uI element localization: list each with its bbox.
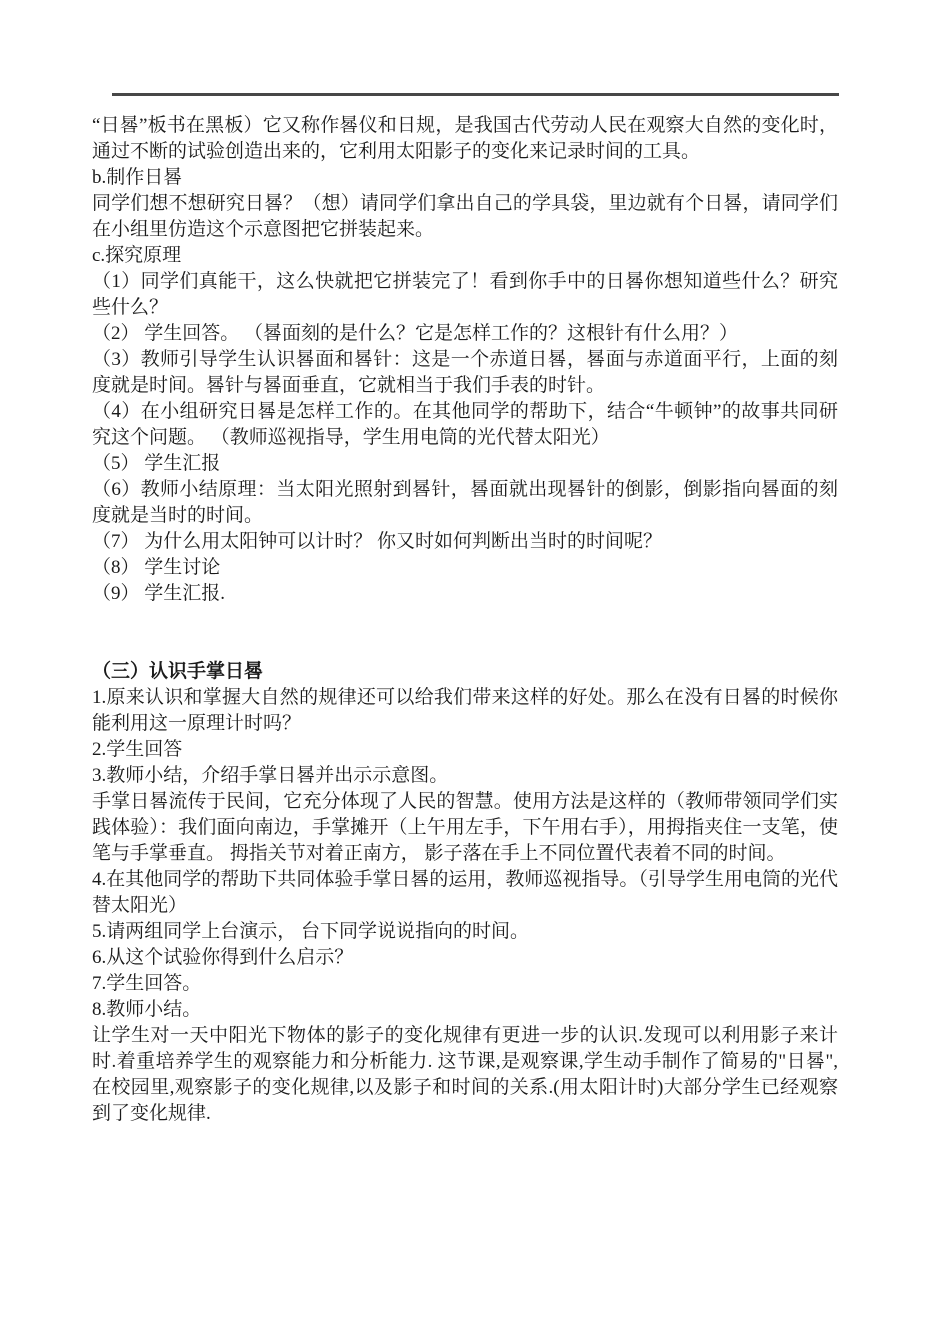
paragraph: 手掌日晷流传于民间，它充分体现了人民的智慧。使用方法是这样的（教师带领同学们实践体验）：我们面向南边，手掌摊开（上午用左手，下午用右手），用拇指夹住一支笔，使笔与手掌垂直。 拇指关节对着正南方， 影子落在手上不同位置代表着不同的时间。	[92, 791, 838, 864]
paragraph: （2） 学生回答。 （晷面刻的是什么？它是怎样工作的？这根针有什么用？）	[92, 323, 739, 344]
paragraph: （8） 学生讨论	[92, 557, 221, 578]
paragraph: 5.请两组同学上台演示， 台下同学说说指向的时间。	[92, 921, 530, 942]
paragraph: 3.教师小结，介绍手掌日晷并出示示意图。	[92, 765, 449, 786]
paragraph: （5） 学生汇报	[92, 453, 221, 474]
paragraph: 让学生对一天中阳光下物体的影子的变化规律有更进一步的认识.发现可以利用影子来计时.着重培养学生的观察能力和分析能力. 这节课,是观察课,学生动手制作了简易的"日晷",在校园里,观察影子的变化规律,以及影子和时间的关系.(用太阳计时)大部分学生已经观察到了变化规律.	[92, 1025, 838, 1124]
paragraph: c.探究原理	[92, 245, 182, 266]
paragraph: 6.从这个试验你得到什么启示？	[92, 947, 354, 968]
section-heading: （三）认识手掌日晷	[92, 661, 264, 682]
paragraph: 8.教师小结。	[92, 999, 202, 1020]
header-rule	[112, 93, 839, 96]
paragraph: 7.学生回答。	[92, 973, 202, 994]
paragraph: （7） 为什么用太阳钟可以计时？ 你又时如何判断出当时的时间呢？	[92, 531, 663, 552]
paragraph: （9） 学生汇报.	[92, 583, 226, 604]
paragraph: 1.原来认识和掌握大自然的规律还可以给我们带来这样的好处。那么在没有日晷的时候你能利用这一原理计时吗？	[92, 687, 838, 734]
paragraph: （3）教师引导学生认识晷面和晷针：这是一个赤道日晷，晷面与赤道面平行，上面的刻度就是时间。晷针与晷面垂直，它就相当于我们手表的时针。	[92, 349, 838, 396]
paragraph: b.制作日晷	[92, 167, 183, 188]
document-body	[92, 113, 838, 1127]
paragraph: （6）教师小结原理：当太阳光照射到晷针，晷面就出现晷针的倒影，倒影指向晷面的刻度就是当时的时间。	[92, 479, 838, 526]
paragraph: （1）同学们真能干，这么快就把它拼装完了！看到你手中的日晷你想知道些什么？研究些什么？	[92, 271, 838, 318]
paragraph: 2.学生回答	[92, 739, 183, 760]
paragraph: 4.在其他同学的帮助下共同体验手掌日晷的运用，教师巡视指导。（引导学生用电筒的光代替太阳光）	[92, 869, 838, 916]
paragraph: （4）在小组研究日晷是怎样工作的。在其他同学的帮助下，结合“牛顿钟”的故事共同研究这个问题。 （教师巡视指导，学生用电筒的光代替太阳光）	[92, 401, 838, 448]
paragraph: “日晷”板书在黑板）它又称作晷仪和日规，是我国古代劳动人民在观察大自然的变化时，通过不断的试验创造出来的，它利用太阳影子的变化来记录时间的工具。	[92, 115, 838, 162]
paragraph: 同学们想不想研究日晷？（想）请同学们拿出自己的学具袋，里边就有个日晷，请同学们在小组里仿造这个示意图把它拼装起来。	[92, 193, 838, 240]
